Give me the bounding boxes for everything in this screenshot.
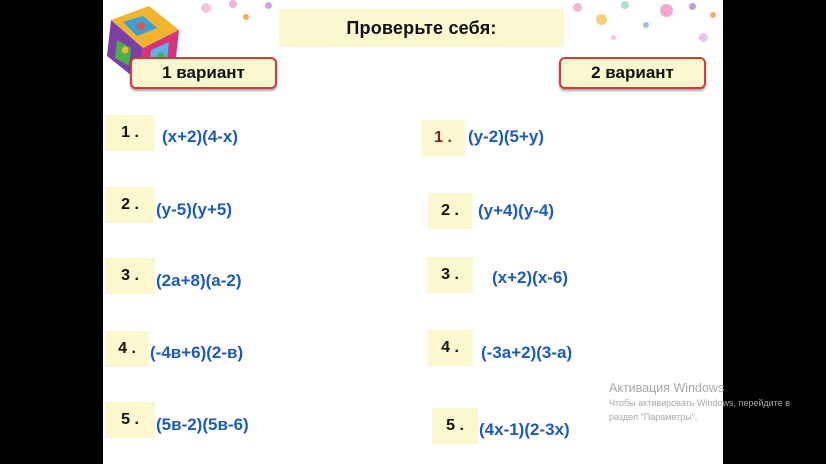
confetti-dot bbox=[201, 3, 211, 13]
v2-answer-4: (-3а+2)(3-а) bbox=[481, 343, 573, 362]
confetti-dot bbox=[573, 3, 582, 12]
confetti-dot bbox=[699, 33, 708, 42]
variant-1-header bbox=[130, 57, 277, 89]
v2-answer-5: (4х-1)(2-3х) bbox=[479, 420, 570, 439]
v1-number-5: 5 . bbox=[105, 402, 155, 438]
v2-number-1: 1 . bbox=[421, 120, 465, 156]
v2-number-5: 5 . bbox=[432, 408, 478, 444]
confetti-dot bbox=[621, 1, 629, 9]
confetti-dot bbox=[229, 0, 237, 8]
watermark-title: Активация Windows bbox=[609, 381, 725, 395]
v1-number-4: 4 . bbox=[105, 331, 149, 367]
confetti-dot bbox=[643, 22, 649, 28]
confetti-dot bbox=[689, 3, 696, 10]
v2-number-4: 4 . bbox=[427, 330, 473, 366]
v1-answer-4: (-4в+6)(2-в) bbox=[150, 343, 244, 362]
variant-2-header bbox=[559, 57, 706, 89]
confetti-dot bbox=[243, 14, 249, 20]
v1-number-2: 2 . bbox=[105, 187, 155, 223]
variant-2-label: 2 вариант bbox=[591, 63, 674, 82]
v1-answer-1: (х+2)(4-х) bbox=[162, 127, 239, 146]
v1-number-3: 3 . bbox=[105, 258, 155, 294]
confetti-dot bbox=[710, 12, 716, 18]
v2-number-2: 2 . bbox=[428, 193, 472, 229]
confetti-dot bbox=[265, 2, 272, 9]
v1-answer-5: (5в-2)(5в-6) bbox=[156, 415, 249, 434]
confetti-dot bbox=[660, 4, 673, 17]
windows-activation-watermark bbox=[609, 381, 819, 423]
watermark-line-2: раздел "Параметры". bbox=[609, 412, 698, 422]
page-title: Проверьте себя: bbox=[346, 17, 497, 38]
v2-number-3: 3 . bbox=[427, 257, 473, 293]
v1-answer-3: (2а+8)(а-2) bbox=[156, 271, 242, 290]
confetti-dot bbox=[596, 14, 607, 25]
v1-answer-2: (у-5)(у+5) bbox=[156, 200, 233, 219]
v1-number-1: 1 . bbox=[105, 115, 155, 151]
watermark-line-1: Чтобы активировать Windows, перейдите в bbox=[609, 398, 790, 408]
v2-answer-1: (у-2)(5+у) bbox=[468, 127, 545, 146]
v2-answer-3: (х+2)(х-6) bbox=[492, 268, 569, 287]
confetti-dot bbox=[611, 35, 616, 40]
v2-answer-2: (у+4)(у-4) bbox=[478, 201, 555, 220]
variant-1-label: 1 вариант bbox=[162, 63, 245, 82]
title-box bbox=[279, 9, 564, 47]
